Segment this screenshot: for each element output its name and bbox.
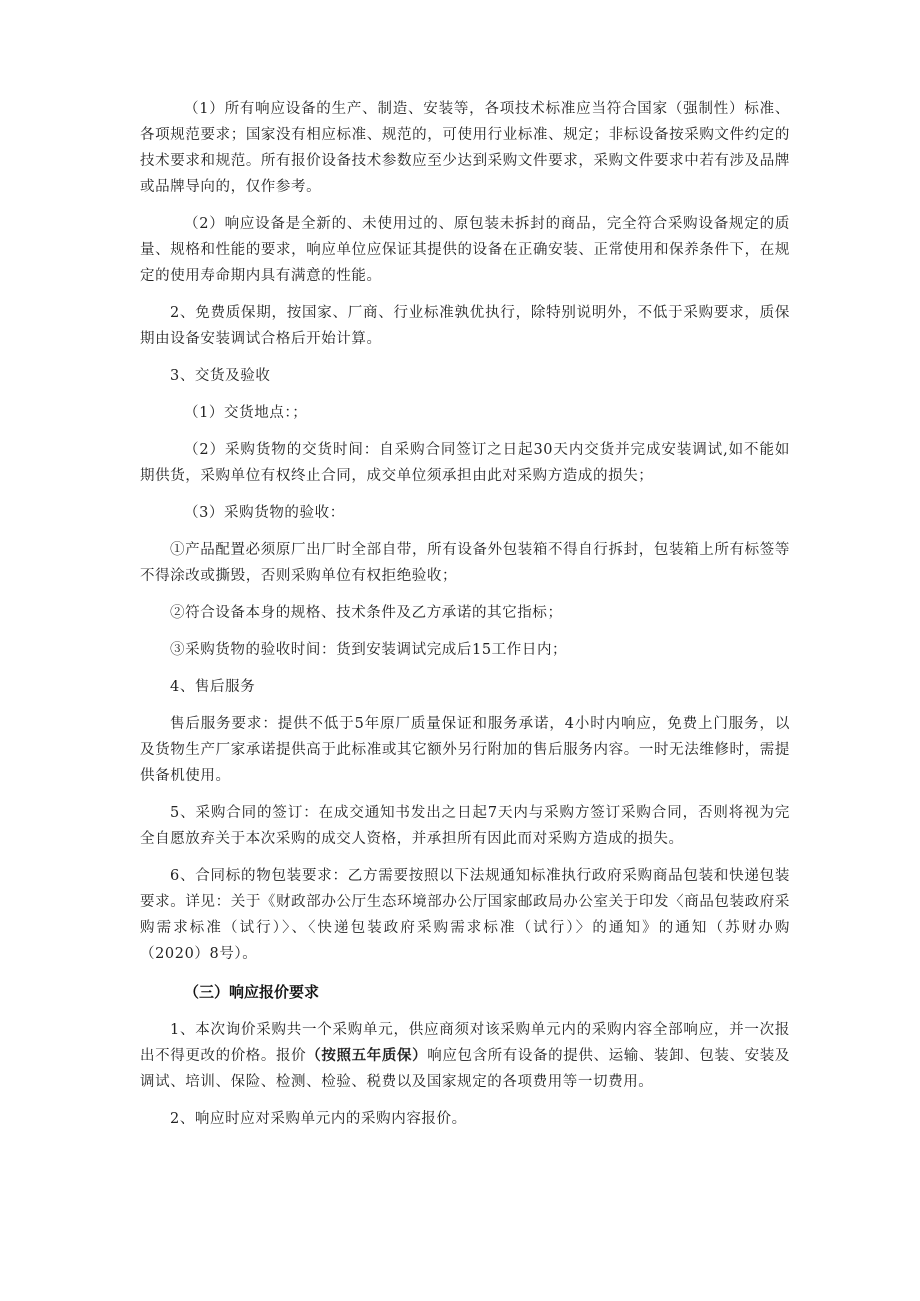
paragraph-acceptance-item-1: ①产品配置必须原厂出厂时全部自带，所有设备外包装箱不得自行拆封，包装箱上所有标签等不得涂改或撕毁，否则采购单位有权拒绝验收； (140, 542, 790, 584)
document-body (140, 96, 790, 1143)
paragraph-acceptance-item-3: ③采购货物的验收时间：货到安装调试完成后15工作日内； (170, 642, 568, 658)
paragraph-equipment-condition: （2）响应设备是全新的、未使用过的、原包装未拆封的商品，完全符合采购设备规定的质量、规格和性能的要求，响应单位应保证其提供的设备在正确安装、正常使用和保养条件下，在规定的使用寿命期内具有满意的性能。 (140, 216, 790, 284)
heading-quote-requirements: （三）响应报价要求 (184, 983, 320, 1001)
paragraph-delivery-time: （2）采购货物的交货时间：自采购合同签订之日起30天内交货并完成安装调试,如不能如期供货，采购单位有权终止合同，成交单位须承担由此对采购方造成的损失； (140, 442, 790, 484)
paragraph-packaging-requirements: 6、合同标的物包装要求：乙方需要按照以下法规通知标准执行政府采购商品包装和快递包装要求。详见：关于《财政部办公厅生态环境部办公厅国家邮政局办公室关于印发〈商品包装政府采购需求标准（试行）〉、〈快递包装政府采购需求标准（试行）〉的通知》的通知（苏财办购（2020）8号）。 (140, 868, 790, 962)
section-after-sales: 4、售后服务 (170, 679, 256, 695)
paragraph-acceptance-item-2: ②符合设备本身的规格、技术条件及乙方承诺的其它指标； (170, 605, 563, 621)
quote-text-bold: （按照五年质保） (306, 1048, 428, 1064)
paragraph-equipment-standards: （1）所有响应设备的生产、制造、安装等，各项技术标准应当符合国家（强制性）标准、各项规范要求；国家没有相应标准、规范的，可使用行业标准、规定；非标设备按采购文件约定的技术要求和规范。所有报价设备技术参数应至少达到采购文件要求，采购文件要求中若有涉及品牌或品牌导向的，仅作参考。 (140, 101, 790, 195)
section-delivery-acceptance: 3、交货及验收 (170, 368, 271, 384)
quote-text-b: 响应包含所有设备的提供、运输、装卸、包装、安装及调试、培训、保险、检测、检验、税费以及国家规定的各项费用等一切费用。 (140, 1048, 790, 1090)
paragraph-warranty: 2、免费质保期，按国家、厂商、行业标准孰优执行，除特别说明外，不低于采购要求，质保期由设备安装调试合格后开始计算。 (140, 305, 790, 347)
paragraph-quote-unit (140, 1017, 790, 1095)
paragraph-acceptance: （3）采购货物的验收： (184, 505, 345, 521)
paragraph-delivery-location: （1）交货地点：； (184, 405, 308, 421)
paragraph-after-sales-requirements: 售后服务要求：提供不低于5年原厂质量保证和服务承诺，4小时内响应，免费上门服务，以及货物生产厂家承诺提供高于此标准或其它额外另行附加的售后服务内容。一时无法维修时，需提供备机使用。 (140, 716, 790, 784)
quote-text-a: 1、本次询价采购共一个采购单元，供应商须对该采购单元内的采购内容全部响应，并一次报出不得更改的价格。报价 (140, 1022, 790, 1064)
paragraph-quote-scope: 2、响应时应对采购单元内的采购内容报价。 (170, 1111, 467, 1127)
paragraph-contract-signing: 5、采购合同的签订：在成交通知书发出之日起7天内与采购方签订采购合同，否则将视为完全自愿放弃关于本次采购的成交人资格，并承担所有因此而对采购方造成的损失。 (140, 805, 790, 847)
